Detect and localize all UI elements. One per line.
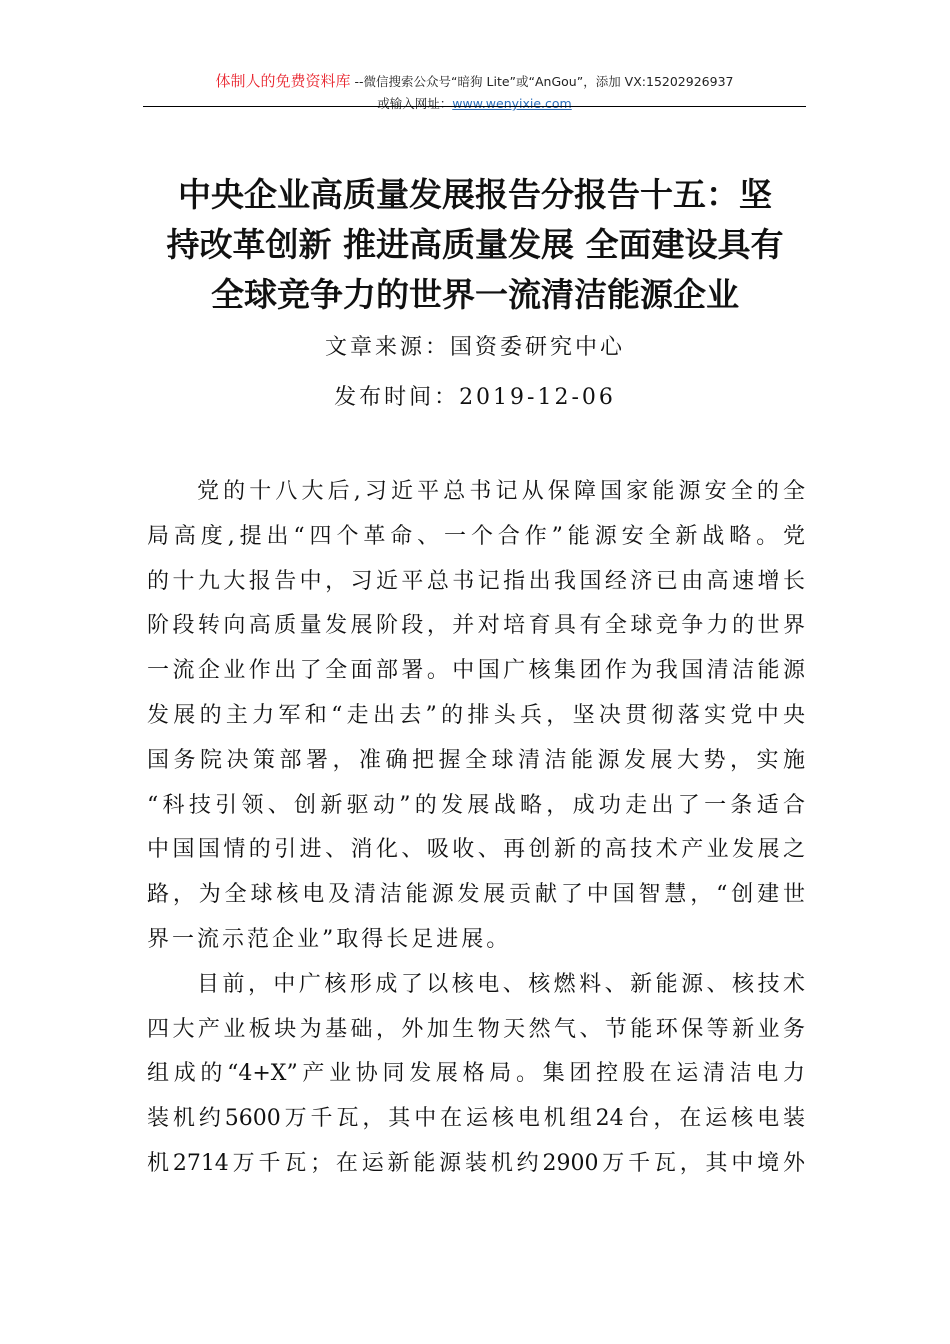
site-name: 体制人的免费资料库 — [215, 72, 351, 90]
paragraph-line: 目前，中广核形成了以核电、核燃料、新能源、核技术 — [197, 971, 805, 997]
url-label: 或输入网址： — [377, 96, 453, 111]
paragraph-line: 装机约5600万千瓦，其中在运核电机组24台，在运核电装 — [147, 1106, 805, 1132]
article-source: 文章来源：国资委研究中心 — [324, 335, 625, 360]
paragraph-line: 局高度,提出“四个革命、一个合作”能源安全新战略。党 — [147, 523, 805, 549]
header-divider — [143, 106, 806, 107]
paragraph-line: 界一流示范企业”取得长足进展。 — [147, 926, 512, 952]
paragraph-line: 阶段转向高质量发展阶段，并对培育具有全球竞争力的世界 — [147, 613, 805, 639]
paragraph-line: 发展的主力军和“走出去”的排头兵，坚决贯彻落实党中央 — [147, 702, 805, 728]
paragraph-line: “科技引领、创新驱动”的发展战略，成功走出了一条适合 — [147, 792, 805, 818]
document-body — [147, 470, 805, 1187]
paragraph-line: 国务院决策部署，准确把握全球清洁能源发展大势，实施 — [147, 747, 805, 773]
paragraph-line: 的十九大报告中，习近平总书记指出我国经济已由高速增长 — [147, 568, 805, 594]
paragraph-line: 组成的“4+X”产业协同发展格局。集团控股在运清洁电力 — [147, 1061, 805, 1087]
paragraph-line: 机2714万千瓦；在运新能源装机约2900万千瓦，其中境外 — [147, 1150, 805, 1176]
paragraph-line: 四大产业板块为基础，外加生物天然气、节能环保等新业务 — [147, 1016, 805, 1042]
paragraph-line: 中国国情的引进、消化、吸收、再创新的高技术产业发展之 — [147, 837, 805, 863]
publish-date: 发布时间：2019-12-06 — [334, 385, 616, 410]
paragraph-line: 一流企业作出了全面部署。中国广核集团作为我国清洁能源 — [147, 658, 805, 684]
paragraph — [147, 470, 805, 963]
title-line: 全球竞争力的世界一流清洁能源企业 — [211, 275, 739, 314]
paragraph-line: 党的十八大后,习近平总书记从保障国家能源安全的全 — [197, 479, 805, 504]
title-line: 中央企业高质量发展报告分报告十五：坚 — [178, 175, 772, 214]
document-title — [140, 170, 810, 320]
website-link[interactable]: www.wenyixie.com — [452, 96, 572, 111]
promo-text: --微信搜索公众号“暗狗 Lite”或“AnGou”，添加 VX:15202926937 — [354, 74, 734, 89]
title-line: 持改革创新 推进高质量发展 全面建设具有 — [166, 225, 784, 264]
paragraph — [147, 963, 805, 1187]
paragraph-line: 路，为全球核电及清洁能源发展贡献了中国智慧，“创建世 — [147, 882, 805, 908]
